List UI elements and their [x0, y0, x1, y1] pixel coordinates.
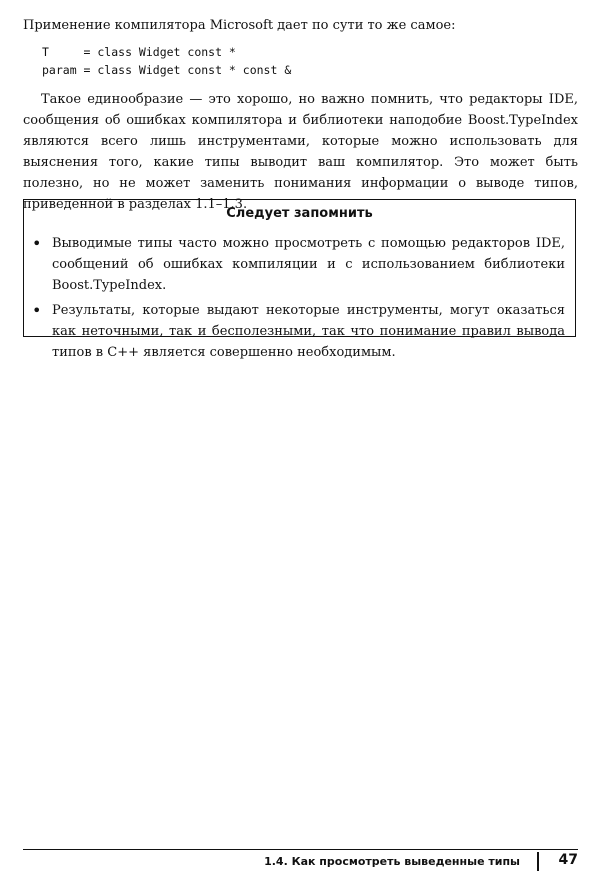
- list-item: [24, 300, 575, 363]
- list-item: [24, 233, 575, 296]
- code-block: [42, 44, 291, 79]
- bullet-icon: •: [32, 301, 42, 320]
- body-paragraph: Такое единообразие — это хорошо, но важно помнить, что редакторы IDE, сообщения об ошибках компилятора и библиотеки наподобие Boost.TypeIndex являются всего лишь инструментами, которые можно использовать для выяснения того, какие типы выводит ваш компилятор. Это может быть полезно, но не может заменить понимания информации о выводе типов, приведенной в разделах 1.1–1.3.: [23, 92, 578, 212]
- footer-rule: [23, 849, 578, 850]
- code-line: T = class Widget const *: [42, 45, 236, 59]
- intro-text: Применение компилятора Microsoft дает по сути то же самое:: [23, 18, 456, 33]
- footer-separator: [537, 852, 539, 871]
- page-number: 47: [558, 852, 578, 868]
- remember-box: [23, 199, 576, 360]
- bullet-icon: •: [32, 234, 42, 253]
- remember-list: [24, 233, 575, 367]
- remember-box-title: Следует запомнить: [226, 206, 373, 221]
- footer-section-title: 1.4. Как просмотреть выведенные типы: [264, 855, 520, 868]
- code-line: param = class Widget const * const &: [42, 62, 292, 77]
- list-item-text: Выводимые типы часто можно просмотреть с помощью редакторов IDE, сообщений об ошибках компиляции и с использованием библиотеки Boost.TypeIndex.: [52, 236, 565, 293]
- list-item-text: Результаты, которые выдают некоторые инструменты, могут оказаться как неточными, так и бесполезными, так что понимание правил вывода типов в C++ является совершенно необходимым.: [52, 303, 565, 360]
